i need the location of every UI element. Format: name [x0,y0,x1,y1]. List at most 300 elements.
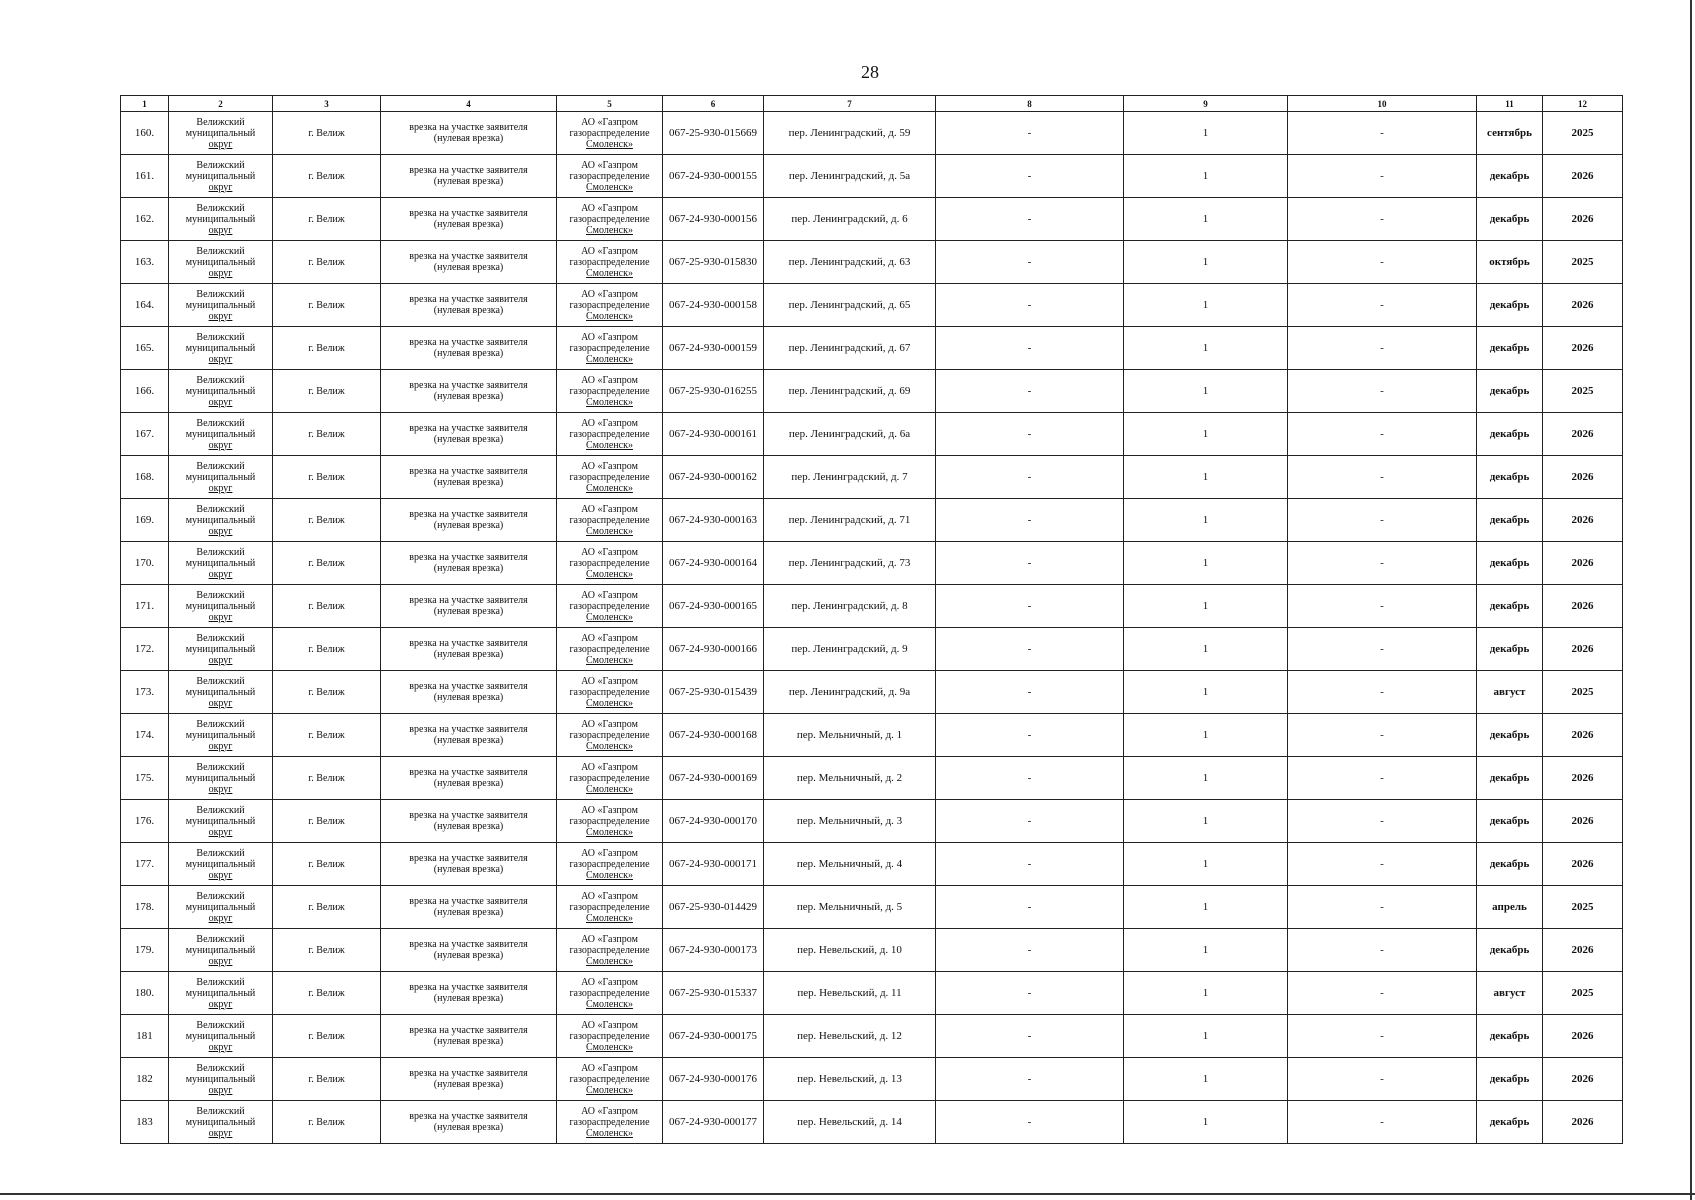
district-cell-line: муниципальный [185,686,256,698]
district-cell [169,671,273,714]
table-row [121,585,1623,628]
district-cell-line: муниципальный [185,901,256,913]
column-header-6: 6 [663,96,764,112]
work-type-cell-line: (нулевая врезка) [433,606,504,617]
organization-cell [557,843,663,886]
district-cell [169,757,273,800]
month-cell: октябрь [1477,241,1543,284]
district-cell-line: Велижский [196,202,245,214]
organization-cell-line: газораспределение [569,1073,650,1085]
row-number: 183 [121,1101,169,1144]
organization-cell-line: газораспределение [569,256,650,268]
city-cell: г. Велиж [273,284,381,327]
code-cell: 067-25-930-014429 [663,886,764,929]
month-cell: декабрь [1477,413,1543,456]
city-cell: г. Велиж [273,628,381,671]
district-cell-line: Велижский [196,245,245,257]
organization-cell [557,155,663,198]
table-row [121,714,1623,757]
col8-cell: - [936,1101,1124,1144]
organization-cell-line: Смоленск» [586,1041,633,1053]
row-number: 167. [121,413,169,456]
district-cell [169,542,273,585]
district-cell-line: округ [208,525,233,537]
table-row [121,327,1623,370]
year-cell: 2025 [1543,886,1623,929]
district-cell-line: Велижский [196,589,245,601]
col9-cell: 1 [1124,1101,1288,1144]
month-cell: декабрь [1477,155,1543,198]
work-type-cell-line: врезка на участке заявителя [409,1068,528,1079]
column-header-9: 9 [1124,96,1288,112]
col9-cell: 1 [1124,929,1288,972]
code-cell: 067-25-930-016255 [663,370,764,413]
organization-cell [557,671,663,714]
district-cell [169,327,273,370]
code-cell: 067-24-930-000162 [663,456,764,499]
row-number: 170. [121,542,169,585]
district-cell [169,1058,273,1101]
district-cell-line: округ [208,611,233,623]
row-number: 171. [121,585,169,628]
work-type-cell [381,284,557,327]
organization-cell-line: газораспределение [569,901,650,913]
district-cell-line: муниципальный [185,987,256,999]
address-cell: пер. Ленинградский, д. 71 [764,499,936,542]
col8-cell: - [936,112,1124,155]
address-cell: пер. Невельский, д. 10 [764,929,936,972]
organization-cell [557,800,663,843]
work-type-cell [381,714,557,757]
organization-cell-line: Смоленск» [586,826,633,838]
organization-cell [557,1058,663,1101]
col8-cell: - [936,757,1124,800]
year-cell: 2026 [1543,327,1623,370]
district-cell [169,241,273,284]
district-cell-line: муниципальный [185,342,256,354]
district-cell-line: Велижский [196,503,245,515]
organization-cell-line: газораспределение [569,127,650,139]
organization-cell-line: АО «Газпром [581,1105,638,1117]
row-number: 180. [121,972,169,1015]
work-type-cell-line: врезка на участке заявителя [409,939,528,950]
year-cell: 2026 [1543,800,1623,843]
address-cell: пер. Ленинградский, д. 65 [764,284,936,327]
row-number: 162. [121,198,169,241]
col10-cell: - [1288,370,1477,413]
district-cell-line: округ [208,1041,233,1053]
work-type-cell [381,886,557,929]
work-type-cell [381,413,557,456]
organization-cell [557,972,663,1015]
district-cell-line: муниципальный [185,385,256,397]
work-type-cell-line: (нулевая врезка) [433,133,504,144]
row-number: 174. [121,714,169,757]
table-row [121,843,1623,886]
city-cell: г. Велиж [273,1058,381,1101]
city-cell: г. Велиж [273,929,381,972]
column-header-10: 10 [1288,96,1477,112]
organization-cell-line: Смоленск» [586,955,633,967]
district-cell-line: Велижский [196,546,245,558]
row-number: 173. [121,671,169,714]
work-type-cell [381,929,557,972]
district-cell [169,499,273,542]
code-cell: 067-24-930-000170 [663,800,764,843]
city-cell: г. Велиж [273,714,381,757]
organization-cell-line: АО «Газпром [581,718,638,730]
work-type-cell [381,1015,557,1058]
code-cell: 067-25-930-015337 [663,972,764,1015]
city-cell: г. Велиж [273,327,381,370]
district-cell-line: муниципальный [185,1073,256,1085]
table-row [121,413,1623,456]
col9-cell: 1 [1124,886,1288,929]
organization-cell-line: газораспределение [569,557,650,569]
city-cell: г. Велиж [273,1101,381,1144]
table-row [121,757,1623,800]
work-type-cell-line: врезка на участке заявителя [409,251,528,262]
table-row [121,284,1623,327]
district-cell-line: муниципальный [185,514,256,526]
month-cell: декабрь [1477,714,1543,757]
district-cell-line: Велижский [196,890,245,902]
month-cell: декабрь [1477,284,1543,327]
organization-cell-line: Смоленск» [586,654,633,666]
organization-cell-line: АО «Газпром [581,159,638,171]
district-cell-line: муниципальный [185,213,256,225]
district-cell [169,585,273,628]
col8-cell: - [936,886,1124,929]
work-type-cell-line: (нулевая врезка) [433,1036,504,1047]
col9-cell: 1 [1124,241,1288,284]
organization-cell [557,499,663,542]
year-cell: 2026 [1543,843,1623,886]
district-cell-line: муниципальный [185,170,256,182]
table-row [121,155,1623,198]
organization-cell [557,585,663,628]
column-header-5: 5 [557,96,663,112]
col8-cell: - [936,843,1124,886]
district-cell-line: округ [208,482,233,494]
col9-cell: 1 [1124,456,1288,499]
table-row [121,628,1623,671]
district-cell-line: муниципальный [185,256,256,268]
month-cell: декабрь [1477,800,1543,843]
address-cell: пер. Невельский, д. 13 [764,1058,936,1101]
address-cell: пер. Мельничный, д. 4 [764,843,936,886]
col10-cell: - [1288,714,1477,757]
city-cell: г. Велиж [273,1015,381,1058]
month-cell: декабрь [1477,499,1543,542]
organization-cell-line: Смоленск» [586,912,633,924]
organization-cell-line: газораспределение [569,600,650,612]
year-cell: 2026 [1543,284,1623,327]
month-cell: август [1477,972,1543,1015]
district-cell-line: округ [208,181,233,193]
right-edge-rule [1690,0,1692,1200]
code-cell: 067-24-930-000169 [663,757,764,800]
district-cell-line: округ [208,224,233,236]
address-cell: пер. Ленинградский, д. 6а [764,413,936,456]
code-cell: 067-24-930-000161 [663,413,764,456]
col8-cell: - [936,499,1124,542]
district-cell-line: округ [208,654,233,666]
work-type-cell [381,628,557,671]
district-cell-line: Велижский [196,933,245,945]
col10-cell: - [1288,456,1477,499]
district-cell-line: округ [208,955,233,967]
organization-cell-line: газораспределение [569,213,650,225]
organization-cell [557,456,663,499]
table-body [121,112,1623,1144]
work-type-cell-line: врезка на участке заявителя [409,423,528,434]
col9-cell: 1 [1124,499,1288,542]
col8-cell: - [936,628,1124,671]
organization-cell-line: Смоленск» [586,439,633,451]
district-cell [169,886,273,929]
district-cell-line: Велижский [196,331,245,343]
code-cell: 067-24-930-000163 [663,499,764,542]
organization-cell-line: газораспределение [569,471,650,483]
table-header-row [121,96,1623,112]
work-type-cell-line: врезка на участке заявителя [409,638,528,649]
col8-cell: - [936,1015,1124,1058]
work-type-cell [381,456,557,499]
work-type-cell-line: врезка на участке заявителя [409,380,528,391]
city-cell: г. Велиж [273,241,381,284]
work-type-cell-line: врезка на участке заявителя [409,595,528,606]
work-type-cell-line: (нулевая врезка) [433,692,504,703]
organization-cell [557,413,663,456]
col9-cell: 1 [1124,112,1288,155]
organization-cell-line: Смоленск» [586,482,633,494]
work-type-cell-line: врезка на участке заявителя [409,552,528,563]
organization-cell [557,929,663,972]
col10-cell: - [1288,198,1477,241]
month-cell: декабрь [1477,843,1543,886]
organization-cell-line: газораспределение [569,729,650,741]
city-cell: г. Велиж [273,370,381,413]
table-row [121,542,1623,585]
row-number: 176. [121,800,169,843]
month-cell: август [1477,671,1543,714]
table-row [121,456,1623,499]
organization-cell-line: АО «Газпром [581,116,638,128]
col10-cell: - [1288,929,1477,972]
work-type-cell [381,499,557,542]
organization-cell [557,628,663,671]
district-cell [169,155,273,198]
month-cell: декабрь [1477,370,1543,413]
col9-cell: 1 [1124,1015,1288,1058]
city-cell: г. Велиж [273,757,381,800]
col9-cell: 1 [1124,714,1288,757]
row-number: 168. [121,456,169,499]
organization-cell-line: АО «Газпром [581,503,638,515]
district-cell-line: Велижский [196,632,245,644]
district-cell-line: Велижский [196,159,245,171]
address-cell: пер. Ленинградский, д. 9а [764,671,936,714]
city-cell: г. Велиж [273,671,381,714]
organization-cell-line: Смоленск» [586,396,633,408]
table-row [121,886,1623,929]
organization-cell-line: АО «Газпром [581,589,638,601]
code-cell: 067-24-930-000155 [663,155,764,198]
district-cell [169,112,273,155]
district-cell-line: Велижский [196,804,245,816]
work-type-cell-line: (нулевая врезка) [433,391,504,402]
row-number: 163. [121,241,169,284]
work-type-cell-line: врезка на участке заявителя [409,681,528,692]
work-type-cell-line: врезка на участке заявителя [409,466,528,477]
district-cell-line: Велижский [196,761,245,773]
district-cell-line: округ [208,396,233,408]
city-cell: г. Велиж [273,499,381,542]
organization-cell-line: АО «Газпром [581,933,638,945]
district-cell-line: Велижский [196,718,245,730]
year-cell: 2026 [1543,499,1623,542]
year-cell: 2026 [1543,1101,1623,1144]
work-type-cell-line: (нулевая врезка) [433,262,504,273]
col9-cell: 1 [1124,542,1288,585]
address-cell: пер. Ленинградский, д. 8 [764,585,936,628]
district-cell-line: муниципальный [185,600,256,612]
district-cell-line: округ [208,869,233,881]
district-cell-line: Велижский [196,1062,245,1074]
month-cell: декабрь [1477,198,1543,241]
column-header-3: 3 [273,96,381,112]
code-cell: 067-24-930-000175 [663,1015,764,1058]
district-cell-line: муниципальный [185,1030,256,1042]
col10-cell: - [1288,327,1477,370]
work-type-cell [381,1058,557,1101]
work-type-cell [381,1101,557,1144]
row-number: 169. [121,499,169,542]
organization-cell-line: Смоленск» [586,224,633,236]
year-cell: 2026 [1543,757,1623,800]
district-cell-line: Велижский [196,1019,245,1031]
organization-cell-line: АО «Газпром [581,675,638,687]
col8-cell: - [936,929,1124,972]
organization-cell [557,542,663,585]
work-type-cell-line: врезка на участке заявителя [409,294,528,305]
district-cell-line: округ [208,783,233,795]
row-number: 181 [121,1015,169,1058]
district-cell [169,800,273,843]
col9-cell: 1 [1124,757,1288,800]
year-cell: 2025 [1543,972,1623,1015]
district-cell-line: Велижский [196,417,245,429]
organization-cell-line: АО «Газпром [581,417,638,429]
col8-cell: - [936,714,1124,757]
work-type-cell-line: врезка на участке заявителя [409,810,528,821]
organization-cell-line: газораспределение [569,944,650,956]
col10-cell: - [1288,499,1477,542]
organization-cell-line: Смоленск» [586,783,633,795]
col9-cell: 1 [1124,413,1288,456]
work-type-cell-line: врезка на участке заявителя [409,1025,528,1036]
year-cell: 2026 [1543,198,1623,241]
col10-cell: - [1288,1058,1477,1101]
work-type-cell-line: (нулевая врезка) [433,434,504,445]
district-cell-line: Велижский [196,675,245,687]
organization-cell-line: газораспределение [569,428,650,440]
code-cell: 067-24-930-000176 [663,1058,764,1101]
district-cell [169,929,273,972]
work-type-cell-line: (нулевая врезка) [433,907,504,918]
col10-cell: - [1288,284,1477,327]
address-cell: пер. Мельничный, д. 3 [764,800,936,843]
organization-cell-line: газораспределение [569,170,650,182]
address-cell: пер. Мельничный, д. 2 [764,757,936,800]
organization-cell-line: Смоленск» [586,525,633,537]
district-cell-line: муниципальный [185,127,256,139]
organization-cell-line: Смоленск» [586,1084,633,1096]
district-cell-line: округ [208,912,233,924]
col8-cell: - [936,456,1124,499]
district-cell-line: муниципальный [185,643,256,655]
organization-cell-line: АО «Газпром [581,245,638,257]
table-row [121,929,1623,972]
address-cell: пер. Ленинградский, д. 6 [764,198,936,241]
work-type-cell-line: врезка на участке заявителя [409,724,528,735]
organization-cell [557,327,663,370]
year-cell: 2026 [1543,929,1623,972]
address-cell: пер. Невельский, д. 11 [764,972,936,1015]
code-cell: 067-24-930-000177 [663,1101,764,1144]
district-cell-line: муниципальный [185,428,256,440]
col8-cell: - [936,198,1124,241]
organization-cell-line: Смоленск» [586,998,633,1010]
district-cell-line: муниципальный [185,471,256,483]
col9-cell: 1 [1124,972,1288,1015]
district-cell-line: муниципальный [185,1116,256,1128]
month-cell: декабрь [1477,1015,1543,1058]
table-row [121,972,1623,1015]
col9-cell: 1 [1124,800,1288,843]
address-cell: пер. Ленинградский, д. 69 [764,370,936,413]
year-cell: 2026 [1543,1015,1623,1058]
organization-cell-line: Смоленск» [586,353,633,365]
city-cell: г. Велиж [273,112,381,155]
organization-cell-line: АО «Газпром [581,761,638,773]
work-type-cell-line: врезка на участке заявителя [409,1111,528,1122]
row-number: 166. [121,370,169,413]
code-cell: 067-24-930-000173 [663,929,764,972]
work-type-cell [381,972,557,1015]
col8-cell: - [936,327,1124,370]
code-cell: 067-24-930-000165 [663,585,764,628]
organization-cell-line: газораспределение [569,1116,650,1128]
organization-cell-line: АО «Газпром [581,374,638,386]
year-cell: 2026 [1543,714,1623,757]
year-cell: 2026 [1543,542,1623,585]
work-type-cell-line: (нулевая врезка) [433,219,504,230]
col10-cell: - [1288,241,1477,284]
month-cell: декабрь [1477,542,1543,585]
address-cell: пер. Ленинградский, д. 73 [764,542,936,585]
work-type-cell [381,542,557,585]
col10-cell: - [1288,413,1477,456]
city-cell: г. Велиж [273,456,381,499]
organization-cell-line: Смоленск» [586,310,633,322]
col8-cell: - [936,284,1124,327]
col8-cell: - [936,585,1124,628]
organization-cell-line: газораспределение [569,643,650,655]
district-cell-line: Велижский [196,847,245,859]
row-number: 175. [121,757,169,800]
